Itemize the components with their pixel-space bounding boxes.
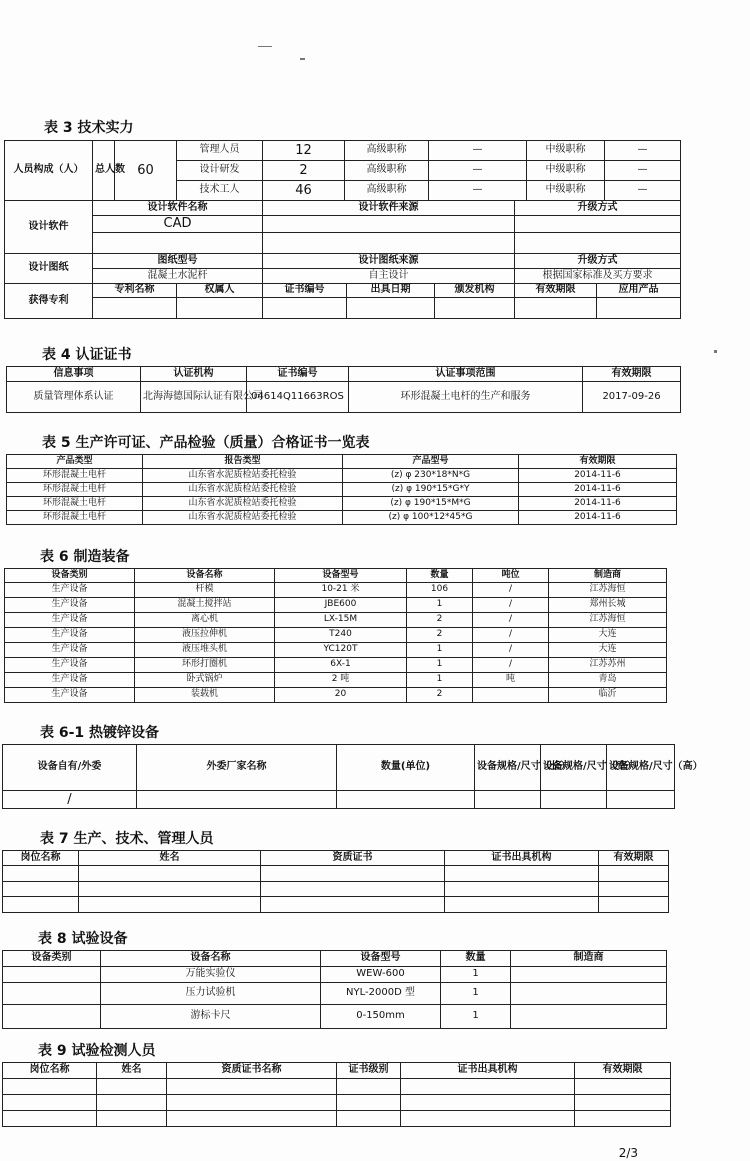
- table6-header: 吨位: [473, 569, 549, 583]
- table6-cell: 20: [275, 688, 407, 703]
- table4-title: 表 4 认证证书: [42, 347, 132, 363]
- table6-cell: 2 吨: [275, 673, 407, 688]
- table6-cell: 生产设备: [5, 613, 135, 628]
- table6-header: 数量: [407, 569, 473, 583]
- table6-cell: 2: [407, 613, 473, 628]
- table4-cell: 04614Q11663ROS: [247, 382, 349, 413]
- mid-value: —: [605, 161, 681, 181]
- table5-cell: (z) φ 100*12*45*G: [343, 511, 519, 525]
- table8-cell: [511, 1005, 667, 1029]
- table6-1-header: 设备规格/尺寸（宽）: [541, 745, 607, 791]
- table6-1-header: 设备规格/尺寸（高）: [607, 745, 675, 791]
- total-label: 总人数: [93, 141, 115, 201]
- drawing-value: 自主设计: [263, 269, 515, 284]
- table4-cell: 北海海德国际认证有限公司: [141, 382, 247, 413]
- table9-header: 有效期限: [575, 1063, 671, 1079]
- table9-header: 证书级别: [337, 1063, 401, 1079]
- table8-header: 数量: [441, 951, 511, 967]
- table6-cell: 生产设备: [5, 598, 135, 613]
- table9-header: 姓名: [97, 1063, 167, 1079]
- table8-header: 设备类别: [3, 951, 101, 967]
- table4-header: 有效期限: [583, 367, 681, 382]
- table7-header: 证书出具机构: [445, 851, 599, 866]
- table6-1-header: 外委厂家名称: [137, 745, 337, 791]
- table5-title: 表 5 生产许可证、产品检验（质量）合格证书一览表: [42, 435, 370, 451]
- table7-title: 表 7 生产、技术、管理人员: [40, 831, 214, 847]
- software-label: 设计软件: [5, 201, 93, 254]
- senior-value: —: [429, 161, 527, 181]
- table5-cell: 2014-11-6: [519, 469, 677, 483]
- table5-cell: 山东省水泥质检站委托检验: [143, 469, 343, 483]
- table5-cell: 山东省水泥质检站委托检验: [143, 483, 343, 497]
- table6-cell: 1: [407, 598, 473, 613]
- table8-header: 制造商: [511, 951, 667, 967]
- table6-cell: 2: [407, 628, 473, 643]
- patent-header: 专利名称: [93, 284, 177, 298]
- table6-header: 制造商: [549, 569, 667, 583]
- table4-cell: 质量管理体系认证: [7, 382, 141, 413]
- patent-label: 获得专利: [5, 284, 93, 319]
- table5-cell: 环形混凝土电杆: [7, 511, 143, 525]
- table6-cell: T240: [275, 628, 407, 643]
- table3-staff: [4, 140, 681, 201]
- table6-cell: 环形打圈机: [135, 658, 275, 673]
- table5-cell: (z) φ 190*15*G*Y: [343, 483, 519, 497]
- senior-label: 高级职称: [345, 161, 429, 181]
- table6-cell: /: [473, 628, 549, 643]
- drawing-header: 升级方式: [515, 254, 681, 269]
- table5-cell: 2014-11-6: [519, 497, 677, 511]
- table6-cell: 生产设备: [5, 583, 135, 598]
- table6-title: 表 6 制造装备: [40, 549, 130, 565]
- table4-header: 认证事项范围: [349, 367, 583, 382]
- table5-header: 产品类型: [7, 455, 143, 469]
- table6-cell: 液压拉伸机: [135, 628, 275, 643]
- software-name: CAD: [93, 216, 263, 233]
- table9: [2, 1062, 671, 1127]
- table9-title: 表 9 试验检测人员: [38, 1043, 156, 1059]
- table3-drawings: [4, 253, 681, 284]
- table6-cell: 1: [407, 643, 473, 658]
- patent-header: 有效期限: [515, 284, 597, 298]
- page-number: 2/3: [618, 1146, 638, 1160]
- mid-label: 中级职称: [527, 161, 605, 181]
- patent-header: 应用产品: [597, 284, 681, 298]
- table6-cell: 江苏海恒: [549, 583, 667, 598]
- table6-cell: 液压堆头机: [135, 643, 275, 658]
- drawing-value: 混凝土水泥杆: [93, 269, 263, 284]
- table6-cell: YC120T: [275, 643, 407, 658]
- table6-cell: 郑州长城: [549, 598, 667, 613]
- table6: [4, 568, 667, 703]
- mid-label: 中级职称: [527, 141, 605, 161]
- table7-header: 姓名: [79, 851, 261, 866]
- table6-cell: 106: [407, 583, 473, 598]
- software-header: 设计软件名称: [93, 201, 263, 216]
- table6-1-title: 表 6-1 热镀锌设备: [40, 725, 160, 741]
- table6-cell: 生产设备: [5, 658, 135, 673]
- table3-title: 表 3 技术实力: [44, 120, 134, 136]
- table6-cell: 临沂: [549, 688, 667, 703]
- senior-label: 高级职称: [345, 181, 429, 201]
- table6-header: 设备名称: [135, 569, 275, 583]
- table3-software: [4, 200, 681, 254]
- table5-header: 有效期限: [519, 455, 677, 469]
- table6-cell: JBE600: [275, 598, 407, 613]
- table4-header: 信息事项: [7, 367, 141, 382]
- table9-header: 证书出具机构: [401, 1063, 575, 1079]
- table9-header: 资质证书名称: [167, 1063, 337, 1079]
- table6-cell: 大连: [549, 628, 667, 643]
- table6-cell: 混凝土搅拌站: [135, 598, 275, 613]
- table7: [2, 850, 669, 913]
- patent-header: 证书编号: [263, 284, 347, 298]
- table5-header: 产品型号: [343, 455, 519, 469]
- table6-1-header: 数量(单位): [337, 745, 475, 791]
- role-count: 2: [263, 161, 345, 181]
- table8-cell: [511, 983, 667, 1005]
- table5-cell: 环形混凝土电杆: [7, 497, 143, 511]
- table6-cell: /: [473, 583, 549, 598]
- table6-cell: 6X-1: [275, 658, 407, 673]
- patent-header: 出具日期: [347, 284, 435, 298]
- table5-cell: 环形混凝土电杆: [7, 483, 143, 497]
- table4-cell: 2017-09-26: [583, 382, 681, 413]
- table6-1-header: 设备规格/尺寸（长）: [475, 745, 541, 791]
- table6-cell: 生产设备: [5, 628, 135, 643]
- table5-cell: (z) φ 190*15*M*G: [343, 497, 519, 511]
- table6-cell: 青岛: [549, 673, 667, 688]
- table6-header: 设备类别: [5, 569, 135, 583]
- table4-header: 证书编号: [247, 367, 349, 382]
- table3-patents: [4, 283, 681, 319]
- table6-cell: 1: [407, 673, 473, 688]
- table4-cell: 环形混凝土电杆的生产和服务: [349, 382, 583, 413]
- table6-cell: 江苏海恒: [549, 613, 667, 628]
- senior-label: 高级职称: [345, 141, 429, 161]
- table8-cell: NYL-2000D 型: [321, 983, 441, 1005]
- role-cell: 技术工人: [177, 181, 263, 201]
- table8-header: 设备型号: [321, 951, 441, 967]
- table5-header: 报告类型: [143, 455, 343, 469]
- table6-cell: 吨: [473, 673, 549, 688]
- table6-1-value: /: [3, 791, 137, 809]
- table8: [2, 950, 667, 1029]
- table8-cell: [3, 967, 101, 983]
- table8-cell: [3, 983, 101, 1005]
- table5-cell: 环形混凝土电杆: [7, 469, 143, 483]
- mid-value: —: [605, 141, 681, 161]
- table6-cell: /: [473, 598, 549, 613]
- table5: [6, 454, 677, 525]
- staff-label: 人员构成（人）: [5, 141, 93, 201]
- table7-header: 有效期限: [599, 851, 669, 866]
- role-count: 46: [263, 181, 345, 201]
- table9-header: 岗位名称: [3, 1063, 97, 1079]
- table6-cell: 10-21 米: [275, 583, 407, 598]
- table7-header: 资质证书: [261, 851, 445, 866]
- senior-value: —: [429, 141, 527, 161]
- table4-header: 认证机构: [141, 367, 247, 382]
- table5-cell: 山东省水泥质检站委托检验: [143, 511, 343, 525]
- drawing-header: 设计图纸来源: [263, 254, 515, 269]
- table6-cell: 江苏苏州: [549, 658, 667, 673]
- table6-1-header: 设备自有/外委: [3, 745, 137, 791]
- table8-title: 表 8 试验设备: [38, 931, 128, 947]
- table8-header: 设备名称: [101, 951, 321, 967]
- table5-cell: 山东省水泥质检站委托检验: [143, 497, 343, 511]
- table6-cell: LX-15M: [275, 613, 407, 628]
- table8-cell: 万能实验仪: [101, 967, 321, 983]
- table5-cell: 2014-11-6: [519, 483, 677, 497]
- table6-cell: 生产设备: [5, 673, 135, 688]
- table6-cell: 杆模: [135, 583, 275, 598]
- table6-cell: 生产设备: [5, 688, 135, 703]
- table6-cell: 卧式锅炉: [135, 673, 275, 688]
- table6-cell: 2: [407, 688, 473, 703]
- table6-cell: 1: [407, 658, 473, 673]
- table8-cell: [3, 1005, 101, 1029]
- scan-mark: [300, 58, 305, 60]
- table8-cell: 0-150mm: [321, 1005, 441, 1029]
- table7-header: 岗位名称: [3, 851, 79, 866]
- table6-cell: /: [473, 613, 549, 628]
- role-count: 12: [263, 141, 345, 161]
- senior-value: —: [429, 181, 527, 201]
- software-header: 设计软件来源: [263, 201, 515, 216]
- table6-cell: /: [473, 658, 549, 673]
- table8-cell: 1: [441, 967, 511, 983]
- table6-cell: [473, 688, 549, 703]
- patent-header: 颁发机构: [435, 284, 515, 298]
- table6-cell: 大连: [549, 643, 667, 658]
- table8-cell: WEW-600: [321, 967, 441, 983]
- total-count: 60: [115, 141, 177, 201]
- table6-header: 设备型号: [275, 569, 407, 583]
- table6-1: [2, 744, 703, 809]
- table8-cell: 1: [441, 1005, 511, 1029]
- drawing-label: 设计图纸: [5, 254, 93, 284]
- software-header: 升级方式: [515, 201, 681, 216]
- table6-cell: 装载机: [135, 688, 275, 703]
- patent-header: 权属人: [177, 284, 263, 298]
- table8-cell: [511, 967, 667, 983]
- table6-cell: 离心机: [135, 613, 275, 628]
- table4: [6, 366, 681, 413]
- mid-value: —: [605, 181, 681, 201]
- table6-cell: 生产设备: [5, 643, 135, 658]
- table5-cell: (z) φ 230*18*N*G: [343, 469, 519, 483]
- table8-cell: 压力试验机: [101, 983, 321, 1005]
- role-cell: 管理人员: [177, 141, 263, 161]
- table8-cell: 游标卡尺: [101, 1005, 321, 1029]
- role-cell: 设计研发: [177, 161, 263, 181]
- scan-mark: [714, 350, 717, 353]
- table6-cell: /: [473, 643, 549, 658]
- table5-cell: 2014-11-6: [519, 511, 677, 525]
- table8-cell: 1: [441, 983, 511, 1005]
- mid-label: 中级职称: [527, 181, 605, 201]
- drawing-value: 根据国家标准及买方要求: [515, 269, 681, 284]
- scan-mark: [258, 46, 272, 47]
- drawing-header: 图纸型号: [93, 254, 263, 269]
